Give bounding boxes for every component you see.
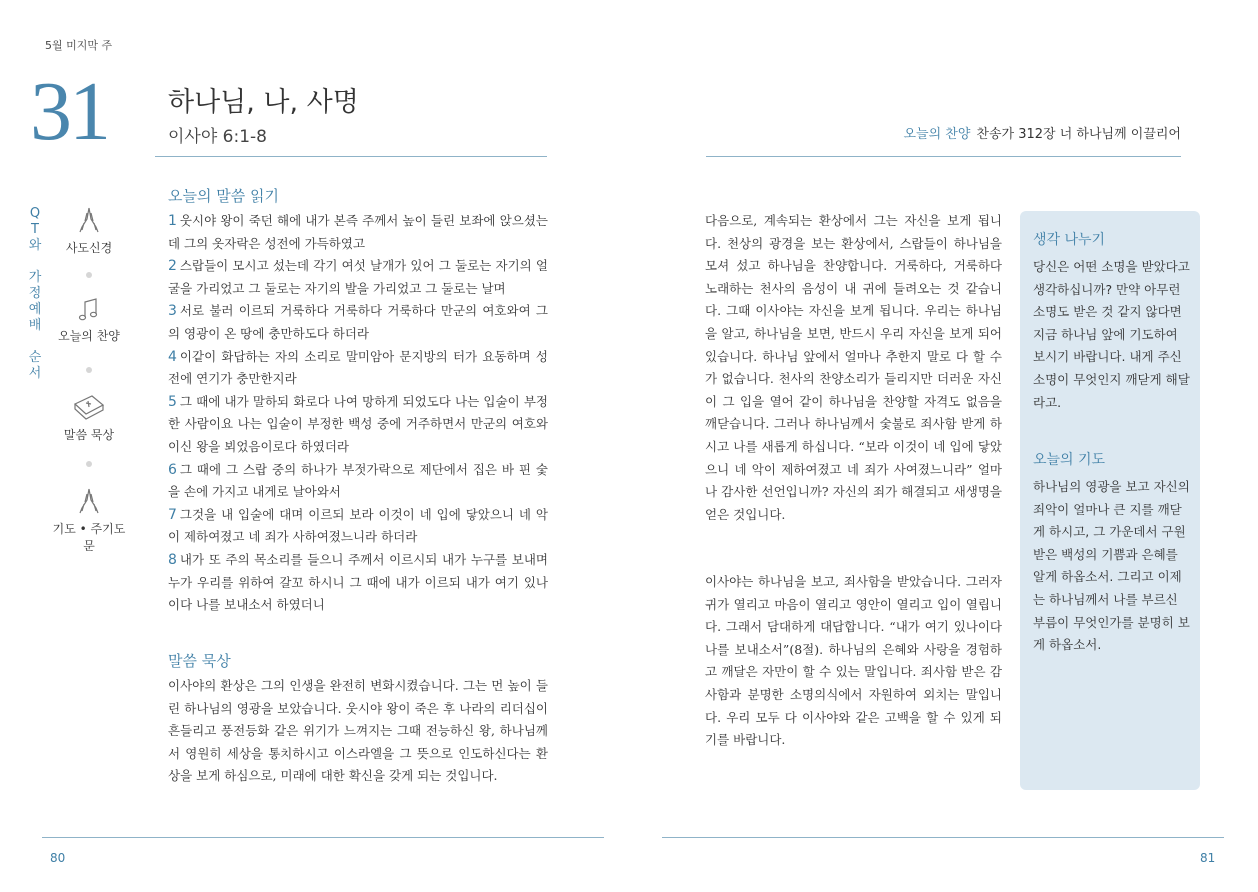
- verse-number: 4: [168, 348, 177, 365]
- hymn-label: 오늘의 찬양: [903, 127, 971, 142]
- separator-dot: [86, 367, 92, 373]
- bible-icon: [72, 392, 106, 422]
- praying-hands-icon: [74, 205, 104, 235]
- header-rule-left: [155, 156, 547, 157]
- verse-text: 웃시야 왕이 죽던 해에 내가 본즉 주께서 높이 들린 보좌에 앉으셨는데 그의 옷자락은 성전에 가득하였고: [168, 213, 548, 251]
- sidebar-item-meditation: [47, 392, 131, 443]
- verse-text: 내가 또 주의 목소리를 들으니 주께서 이르시되 내가 누구를 보내며 누가 우리를 위하여 갈꼬 하시니 그 때에 내가 이르되 내가 여기 있나이다 나를 보내소서 하였더니: [168, 551, 548, 613]
- share-text: 당신은 어떤 소명을 받았다고 생각하십니까? 만약 아무런 소명도 받은 것 같지 않다면 지금 하나님 앞에 기도하여 보시기 바랍니다. 내게 주신 소명이 무엇인지 깨닫게 해달라고.: [1033, 259, 1190, 410]
- week-label: 5월 미지막 주: [45, 39, 113, 52]
- sidebar-item-label: 오늘의 찬양: [58, 329, 120, 343]
- verse-text: 서로 불러 이르되 거룩하다 거룩하다 거룩하다 만군의 여호와여 그의 영광이 온 땅에 충만하도다 하더라: [168, 303, 548, 341]
- aside-box: [1020, 211, 1200, 790]
- verse-text: 그 때에 내가 말하되 화로다 나여 망하게 되었도다 나는 입술이 부정한 사람이요 나는 입술이 부정한 백성 중에 거주하면서 만군의 여호와이신 왕을 뵈었음이로다 하였더라: [168, 393, 548, 454]
- separator-dot: [86, 461, 92, 467]
- header-rule-right: [706, 156, 1181, 157]
- footer-rule-right: [662, 837, 1224, 838]
- verse: [168, 300, 548, 345]
- meditation-paragraph-2: 다음으로, 계속되는 환상에서 그는 자신을 보게 됩니다. 천상의 광경을 보는 환상에서, 스랍들이 하나님을 모셔 섰고 하나님을 찬양합니다. 거룩하다, 거룩하다 노래하는 천사의 음성이 내 귀에 들려오는 것 같습니다. 그때 이사야는 자신을 보게 됩니다. 우리는 하나님을 알고, 하나님을 보면, 반드시 우리 자신을 보게 되어 있습니다. 하나님 앞에서 얼마나 추한지 말로 다 할 수가 없습니다. 천사의 찬양소리가 들리지만 더러운 자신이 그 입을 열어 같이 하나님을 찬양할 자격도 없음을 깨닫습니다. 그러나 하나님께서 숯불로 죄사함 받게 하시고 나를 새롭게 하십니다. “보라 이것이 네 입에 닿았으니 네 악이 제하여졌고 네 죄가 사여졌느니라” 얼마나 감사한 선언입니까? 자신의 죄가 해결되고 새생명을 얻은 것입니다.: [705, 213, 1002, 522]
- hymn-text: 찬송가 312장 너 하나님께 이끌리어: [976, 127, 1181, 142]
- verse: [168, 210, 548, 255]
- music-note-icon: [74, 297, 104, 323]
- hymn-line: [903, 123, 1181, 142]
- verse: [168, 391, 548, 459]
- sidebar-item-label: 사도신경: [65, 241, 113, 255]
- sidebar-item-label: 말씀 묵상: [63, 428, 115, 442]
- scripture-passage: [168, 210, 548, 617]
- verse-number: 2: [168, 258, 177, 275]
- verse: [168, 459, 548, 504]
- separator-dot: [86, 272, 92, 278]
- footer-rule-left: [42, 837, 604, 838]
- verse-text: 그 때에 그 스랍 중의 하나가 부젓가락으로 제단에서 집은 바 핀 숯을 손에 가지고 내게로 날아와서: [168, 461, 548, 500]
- meditation-heading: 말씀 묵상: [168, 652, 231, 670]
- verse-number: 8: [168, 551, 177, 568]
- prayer-text: 하나님의 영광을 보고 자신의 죄악이 얼마나 큰 지를 깨닫게 하시고, 그 가운데서 구원받은 백성의 기쁨과 은혜를 알게 하옵소서. 그리고 이제는 하나님께서 나를 부르신 부름이 무엇인가를 분명히 보게 하옵소서.: [1033, 479, 1190, 653]
- share-heading: 생각 나누기: [1033, 232, 1106, 248]
- page-number-right: 81: [1200, 851, 1216, 865]
- verse: [168, 346, 548, 391]
- verse-text: 그것을 내 입술에 대며 이르되 보라 이것이 네 입에 닿았으니 네 악이 제하여졌고 네 죄가 사하여졌느니라 하더라: [168, 506, 548, 545]
- reading-heading: 오늘의 말씀 읽기: [168, 187, 279, 205]
- verse: [168, 504, 548, 549]
- verse-number: 3: [168, 303, 177, 320]
- sidebar-item-todays-hymn: [47, 297, 131, 344]
- sidebar-item-label: 기도 • 주기도문: [52, 522, 126, 553]
- verse: [168, 549, 548, 617]
- meditation-paragraph-3: 이사야는 하나님을 보고, 죄사함을 받았습니다. 그러자 귀가 열리고 마음이 열리고 영안이 열리고 입이 열립니다. 그래서 담대하게 대답합니다. “내가 여기 있나이다 나를 보내소서”(8절). 하나님의 은혜와 사랑을 경험하고 깨달은 자만이 할 수 있는 말입니다. 죄사함 받은 감사함과 분명한 소명의식에서 자원하여 외치는 말입니다. 우리 모두 다 이사야와 같은 고백을 할 수 있게 되기를 바랍니다.: [705, 574, 1002, 748]
- prayer-heading: 오늘의 기도: [1033, 452, 1106, 468]
- verse-text: 이같이 화답하는 자의 소리로 말미암아 문지방의 터가 요동하며 성전에 연기가 충만한지라: [168, 348, 548, 387]
- verse-number: 7: [168, 506, 177, 523]
- verse: [168, 255, 548, 300]
- day-number: 31: [30, 65, 108, 158]
- sidebar-item-prayer: [47, 486, 131, 554]
- page-number-left: 80: [50, 851, 66, 865]
- verse-number: 1: [168, 213, 177, 229]
- verse-number: 6: [168, 461, 177, 478]
- scripture-reference: 이사야 6:1-8: [168, 127, 267, 147]
- praying-hands-icon: [74, 486, 104, 516]
- meditation-paragraph-1: 이사야의 환상은 그의 인생을 완전히 변화시켰습니다. 그는 먼 높이 들린 하나님의 영광을 보았습니다. 웃시야 왕이 죽은 후 나라의 리더십이 흔들리고 풍전등화 같은 위기가 느껴지는 그때 전능하신 왕, 하나님께서 영원히 세상을 통치하시고 이스라엘을 그 뜻으로 인도하신다는 환상을 보게 하심으로, 미래에 대한 확신을 갖게 되는 것입니다.: [168, 678, 548, 784]
- verse-text: 스랍들이 모시고 섰는데 각기 여섯 날개가 있어 그 둘로는 자기의 얼굴을 가리었고 그 둘로는 자기의 발을 가리었고 그 둘로는 날며: [168, 258, 548, 296]
- page-title: 하나님, 나, 사명: [168, 87, 359, 118]
- verse-number: 5: [168, 393, 177, 410]
- sidebar-item-apostles-creed: [47, 205, 131, 256]
- qt-vertical-label: Q T 와 가 정 예 배 순 서: [28, 206, 42, 381]
